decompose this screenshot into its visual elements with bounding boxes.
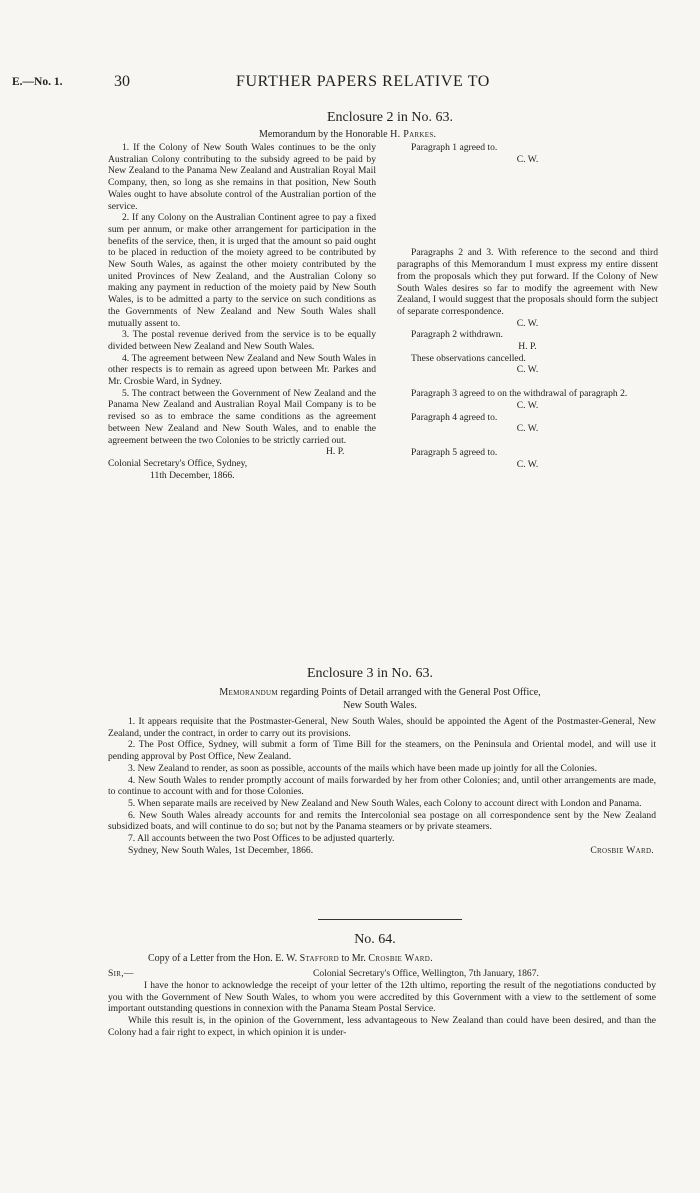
point-1: 1. It appears requisite that the Postmaster-General, New South Wales, should be appointed the Agent of the Postmaster-General, New Zealand, under the contract, in order to carry out its provisions.	[108, 716, 656, 739]
enclosure-3-signature: Crosbie Ward.	[590, 844, 654, 856]
enclosure-3-dateline: Sydney, New South Wales, 1st December, 1866.	[128, 844, 314, 856]
section-divider	[318, 919, 462, 920]
reply-paragraphs-2-3: Paragraphs 2 and 3. With reference to the second and third paragraphs of this Memorandum I must express my entire dissent from the proposals which they put forward. If the Colony of New South Wales desires so far to modify the agreement with New Zealand, I would suggest that the proposals should form the subject of separate correspondence.	[397, 247, 658, 317]
letter-paragraph-1: I have the honor to acknowledge the receipt of your letter of the 12th ultimo, reporting the result of the negotiations conducted by you with the Government of New South Wales, to whom you were accredited by this Government with a view to the settlement of some important outstanding questions in connexion with the Panama Steam Postal Service.	[108, 980, 656, 1015]
page-number: 30	[114, 73, 130, 90]
reply-7-initials: C. W.	[516, 458, 539, 470]
point-2: 2. The Post Office, Sydney, will submit a form of Time Bill for the steamers, on the Peninsula and Oriental model, and will use it pending approval by Post Office, New Zealand.	[108, 739, 656, 763]
letter-paragraph-2: While this result is, in the opinion of the Government, less advantageous to New Zealand than could have been desired, and than the Colony had a fair right to expect, in which opinion it is under-	[108, 1015, 656, 1038]
reply-paragraph-3: Paragraph 3 agreed to on the withdrawal of paragraph 2.	[411, 388, 628, 400]
memo-paragraph-3: 3. The postal revenue derived from the service is to be equally divided between New Zealand and New South Wales.	[108, 329, 376, 352]
running-title: FURTHER PAPERS RELATIVE TO	[236, 73, 490, 90]
reply-paragraph-1: Paragraph 1 agreed to.	[411, 142, 498, 153]
memo-paragraph-5: 5. The contract between the Government of New Zealand and the Panama New Zealand and Australian Royal Mail Company is to be revised so as to embrace the same conditions as the agreement between New Zealand and New South Wales, and to enable the agreement between the two Colonies to be strictly carried out.	[108, 387, 376, 446]
enclosure-2-memo-title	[259, 129, 436, 140]
memo-subject-line-2: New South Wales.	[343, 699, 417, 711]
enclosure-3-heading: Enclosure 3 in No. 63.	[307, 666, 433, 681]
reply-paragraph-4: Paragraph 4 agreed to.	[411, 411, 498, 423]
enclosure-3-body	[108, 716, 656, 857]
point-3: 3. New Zealand to render, as soon as possible, accounts of the mails which have been made up jointly for all the Colonies.	[128, 762, 598, 774]
document-reference: E.—No. 1.	[12, 76, 63, 88]
point-4: 4. New South Wales to render promptly account of mails forwarded by her from other Colonies; and, until other arrangements are made, to continue to account with and for those Colonies.	[108, 774, 656, 798]
point-5: 5. When separate mails are received by New Zealand and New South Wales, each Colony to account direct with London and Panama.	[128, 797, 642, 809]
reply-3-initials: H. P.	[518, 341, 537, 353]
enclosure-2-right-column	[397, 142, 658, 470]
memo-initials: H. P.	[326, 446, 345, 458]
reply-5-initials: C. W.	[516, 399, 539, 411]
letter-title-text: Copy of a Letter from the Hon. E. W.	[148, 953, 298, 964]
letter-64-heading: No. 64.	[354, 932, 396, 947]
letter-office-date: Colonial Secretary's Office, Wellington, 7th January, 1867.	[313, 968, 539, 979]
memo-subject: regarding Points of Detail arranged with the General Post Office,	[280, 687, 541, 698]
memo-paragraph-2: 2. If any Colony on the Australian Continent agree to pay a fixed sum per annum, or make other arrangement for participation in the benefits of the service, then, it is urged that the amount so paid ought to be placed in reduction of the moiety agreed to be contributed by New South Wales, as against the other moiety contributed by the united Provinces of New Zealand, and the Australian Colony so making any payment in reduction of the moiety paid by New South Wales, is to be admitted a party to the service on such conditions as the Governments of New Zealand and New South Wales shall mutually assent to.	[108, 212, 376, 329]
memo-author: H. Parkes.	[390, 129, 437, 140]
enclosure-3-memo-title	[100, 687, 660, 712]
letter-salutation: Sir,—	[108, 968, 134, 979]
point-7: 7. All accounts between the two Post Offices to be adjusted quarterly.	[128, 833, 395, 845]
point-6: 6. New South Wales already accounts for and remits the Intercolonial sea postage on all correspondence sent by the New Zealand subsidized boats, and will continue to do so; but not by the Panama steamers or by private steamers.	[108, 809, 656, 833]
letter-64-title	[148, 953, 433, 964]
reply-paragraph-5: Paragraph 5 agreed to.	[411, 446, 498, 458]
memo-office: Colonial Secretary's Office, Sydney,	[108, 457, 248, 469]
memo-date: 11th December, 1866.	[150, 469, 235, 481]
memo-title-text: Memorandum by the Honorable	[259, 129, 388, 140]
letter-to: to Mr.	[341, 953, 366, 964]
enclosure-2-left-column	[108, 142, 376, 481]
reply-withdrawn: Paragraph 2 withdrawn.	[411, 329, 503, 341]
reply-4-initials: C. W.	[516, 364, 539, 376]
reply-6-initials: C. W.	[516, 423, 539, 435]
letter-64-body	[108, 980, 656, 1039]
enclosure-2-heading: Enclosure 2 in No. 63.	[327, 110, 453, 125]
reply-2-initials: C. W.	[516, 317, 539, 329]
reply-1-initials: C. W.	[516, 153, 539, 165]
memo-paragraph-1: 1. If the Colony of New South Wales continues to be the only Australian Colony contributing to the subsidy agreed to be paid by New Zealand to the Panama New Zealand and Australian Royal Mail Company, then, so long as she remains in that position, New South Wales ought to have absolute control of the Australian portion of the service.	[108, 142, 376, 212]
letter-sender: Stafford	[299, 953, 339, 964]
reply-cancelled: These observations cancelled.	[411, 352, 526, 364]
memo-word: Memorandum	[219, 687, 278, 698]
letter-recipient: Crosbie Ward.	[368, 953, 433, 964]
memo-paragraph-4: 4. The agreement between New Zealand and New South Wales in other respects is to remain as agreed upon between Mr. Parkes and Mr. Crosbie Ward, in Sydney.	[108, 352, 376, 388]
